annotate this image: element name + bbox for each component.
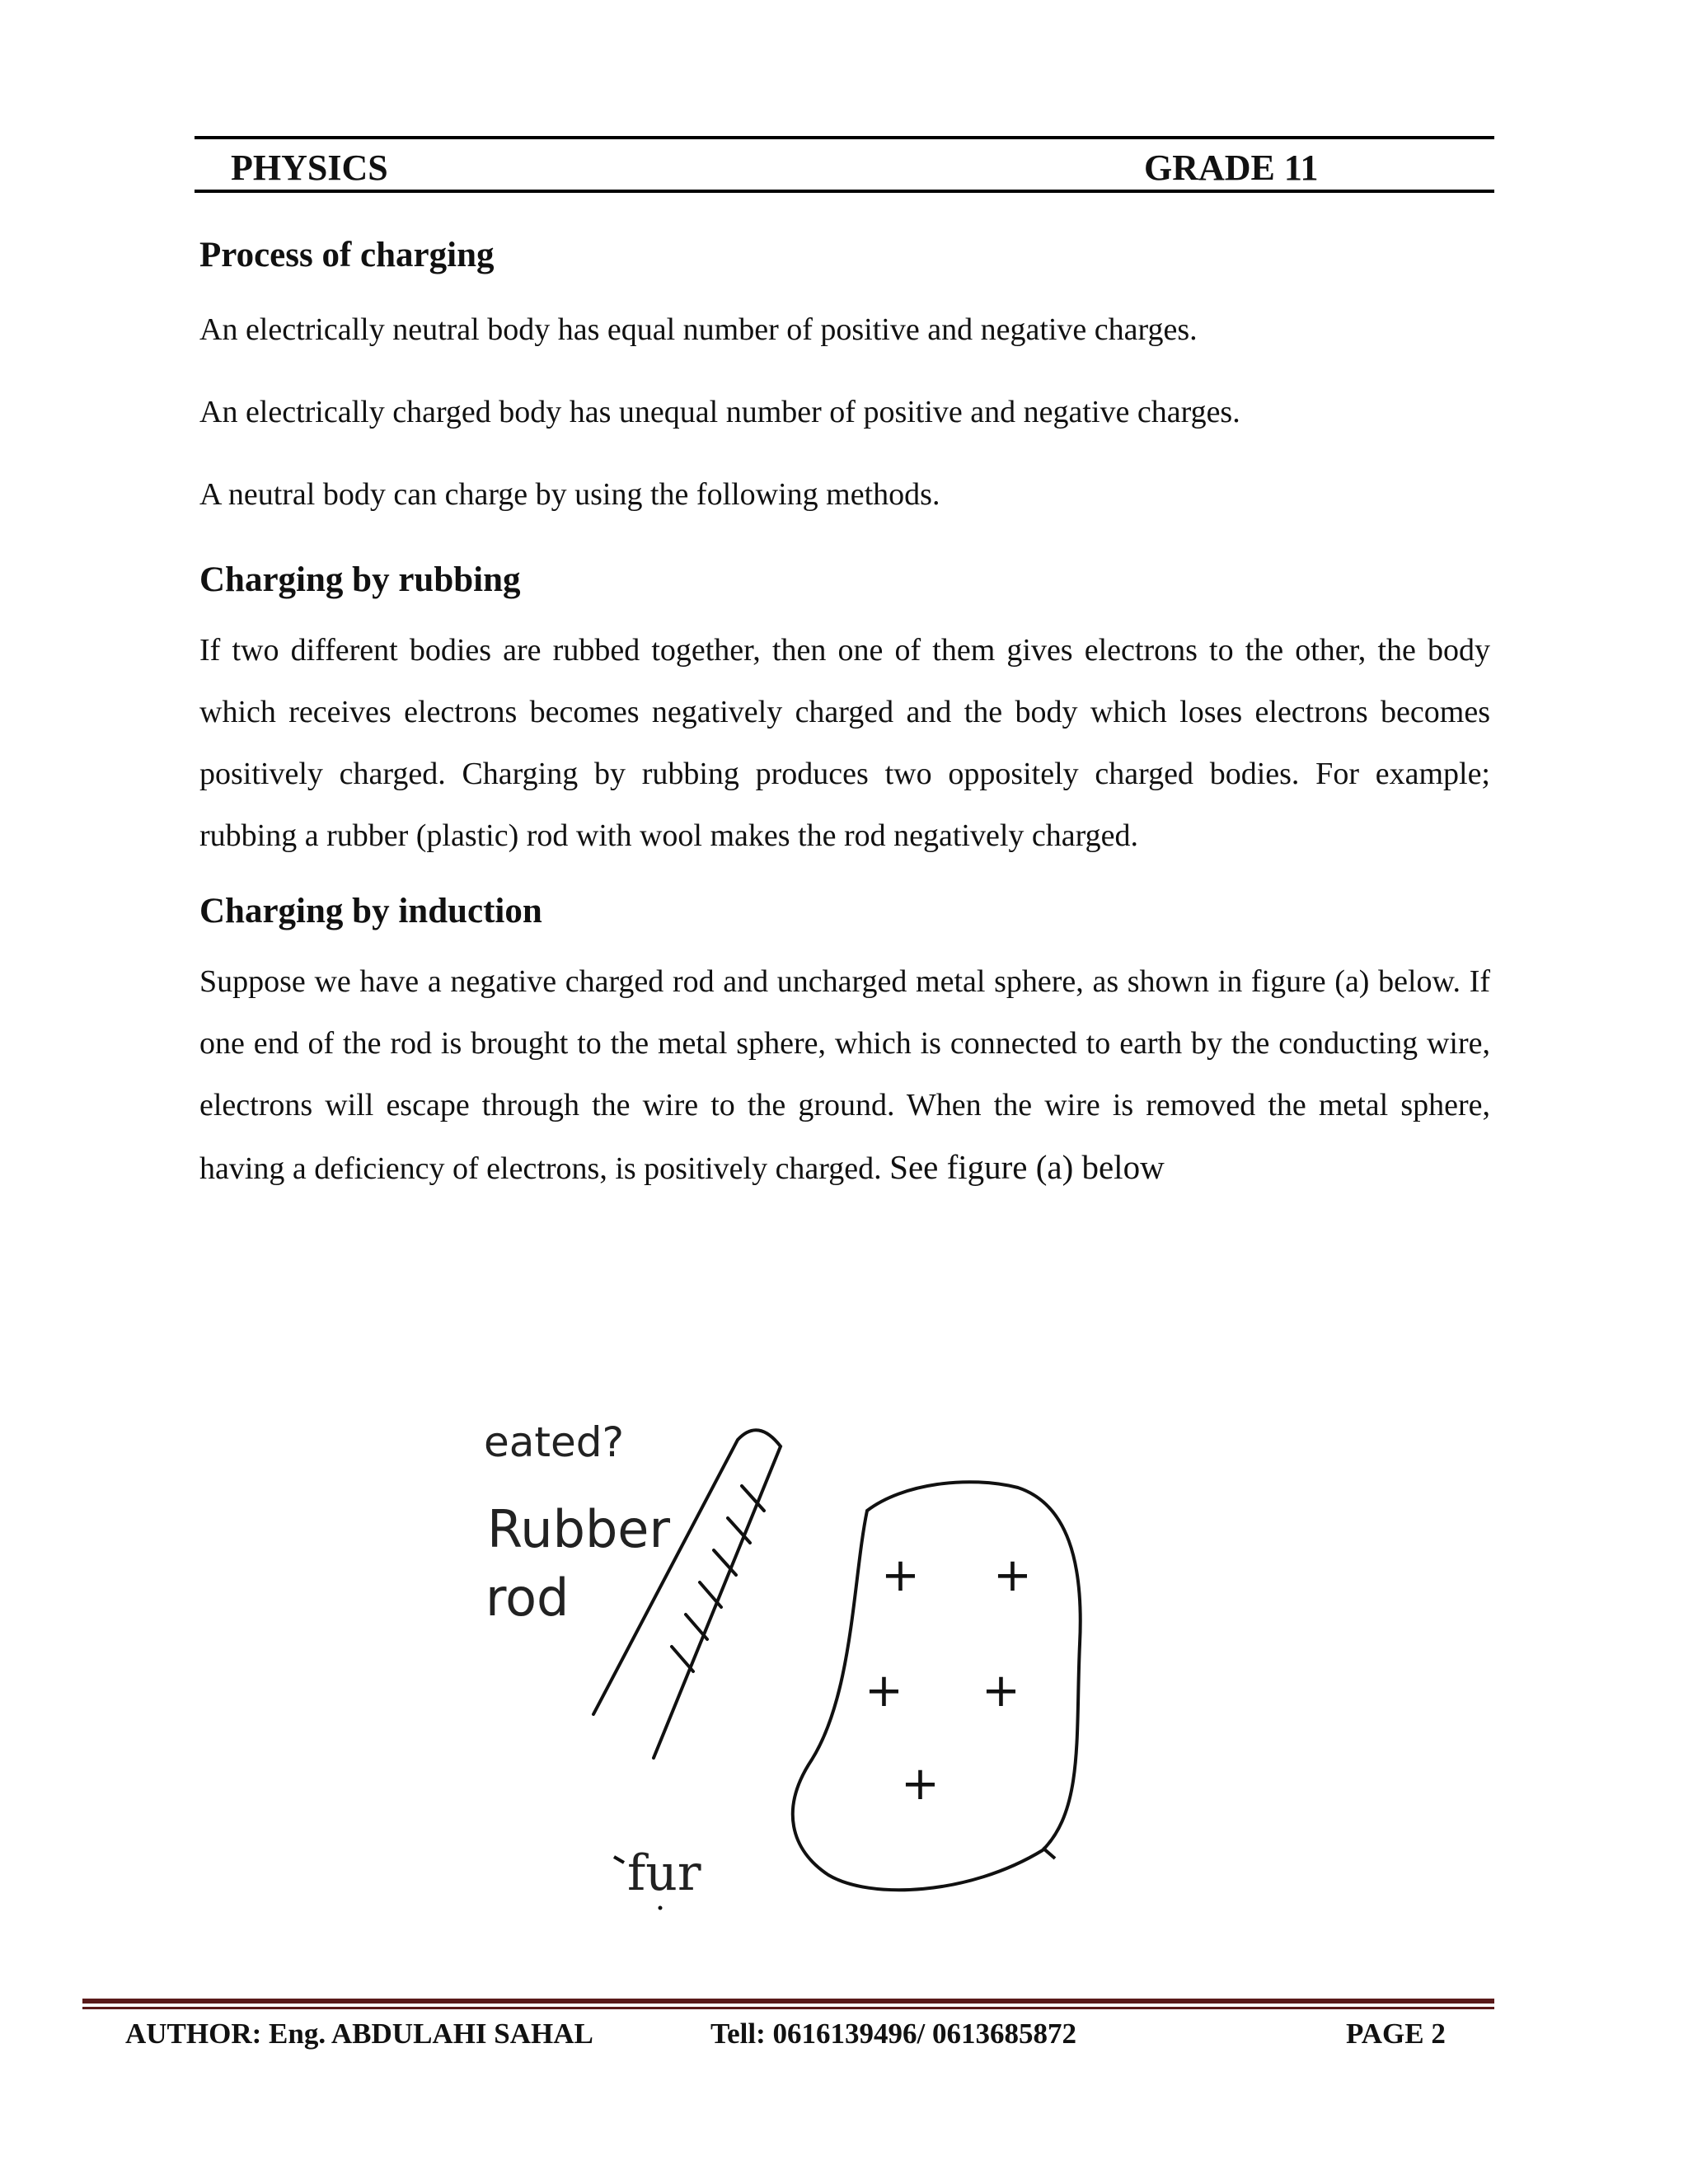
induction-text: Suppose we have a negative charged rod and uncharged metal sphere, as shown in figure (a) below. If one end of the rod is brought to the metal sphere, which is connected to earth by the conducting wire, electrons will escape through the wire to the ground. When the wire is removed the metal sphere, having a deficiency of electrons, is positively charged. — [199, 964, 1490, 1186]
sphere-charge-1: + — [881, 1549, 920, 1602]
rod-outline — [593, 1430, 781, 1758]
footer-rule-thick — [82, 1999, 1494, 2004]
rubber-label: Rubber — [487, 1499, 670, 1559]
fur-dot — [659, 1906, 663, 1910]
sphere-charge-4: + — [982, 1664, 1020, 1718]
page-content — [199, 223, 1490, 1200]
see-figure-text: See figure (a) below — [889, 1148, 1165, 1186]
sphere-charge-2: + — [993, 1549, 1032, 1602]
rod-negative-charges — [672, 1486, 764, 1671]
figure-a-rubber-rod-and-sphere — [474, 1413, 1133, 1945]
header-grade: GRADE 11 — [1144, 148, 1319, 188]
sphere-charge-3: + — [865, 1664, 903, 1718]
charged-body-sentence: An electrically charged body has unequal number of positive and negative charges. — [199, 395, 1240, 429]
rubbing-paragraph: If two different bodies are rubbed together, then one of them gives electrons to the other, the body which receives electrons becomes negatively charged and the body which loses electrons becomes positively charged. Charging by rubbing produces two oppositely charged bodies. For example; rubbing a rubber (plastic) rod with wool makes the rod negatively charged. — [199, 633, 1490, 853]
rod-charge-6 — [672, 1647, 693, 1671]
neutral-body-sentence: An electrically neutral body has equal number of positive and negative charges. — [199, 312, 1198, 347]
partial-top-text: eated? — [484, 1418, 625, 1466]
footer-rule-thin — [82, 2007, 1494, 2009]
header-subject: PHYSICS — [231, 148, 388, 188]
rod-charge-5 — [686, 1615, 707, 1639]
header-rule-bottom — [195, 190, 1494, 193]
sphere-charge-5: + — [901, 1757, 940, 1811]
footer-author: AUTHOR: Eng. ABDULAHI SAHAL — [125, 2018, 593, 2050]
induction-paragraph — [199, 951, 1490, 1200]
heading-charging-by-rubbing: Charging by rubbing — [199, 560, 521, 599]
rod-charge-4 — [700, 1582, 721, 1607]
metal-sphere — [793, 1482, 1081, 1890]
methods-sentence: A neutral body can charge by using the following methods. — [199, 477, 940, 512]
charging-diagram — [474, 1413, 1133, 1941]
header-rule-top — [195, 136, 1494, 139]
footer-page-number: PAGE 2 — [1346, 2018, 1446, 2050]
footer-telephone: Tell: 0616139496/ 0613685872 — [710, 2018, 1076, 2050]
fur-pointer — [614, 1857, 624, 1863]
sphere-tick — [1043, 1848, 1055, 1858]
rubber-rod — [593, 1430, 781, 1758]
fur-label: fur — [627, 1844, 701, 1902]
heading-charging-by-induction: Charging by induction — [199, 892, 542, 930]
rod-label: rod — [485, 1568, 570, 1628]
sphere-positive-charges — [865, 1549, 1032, 1811]
heading-process-of-charging: Process of charging — [199, 236, 495, 274]
